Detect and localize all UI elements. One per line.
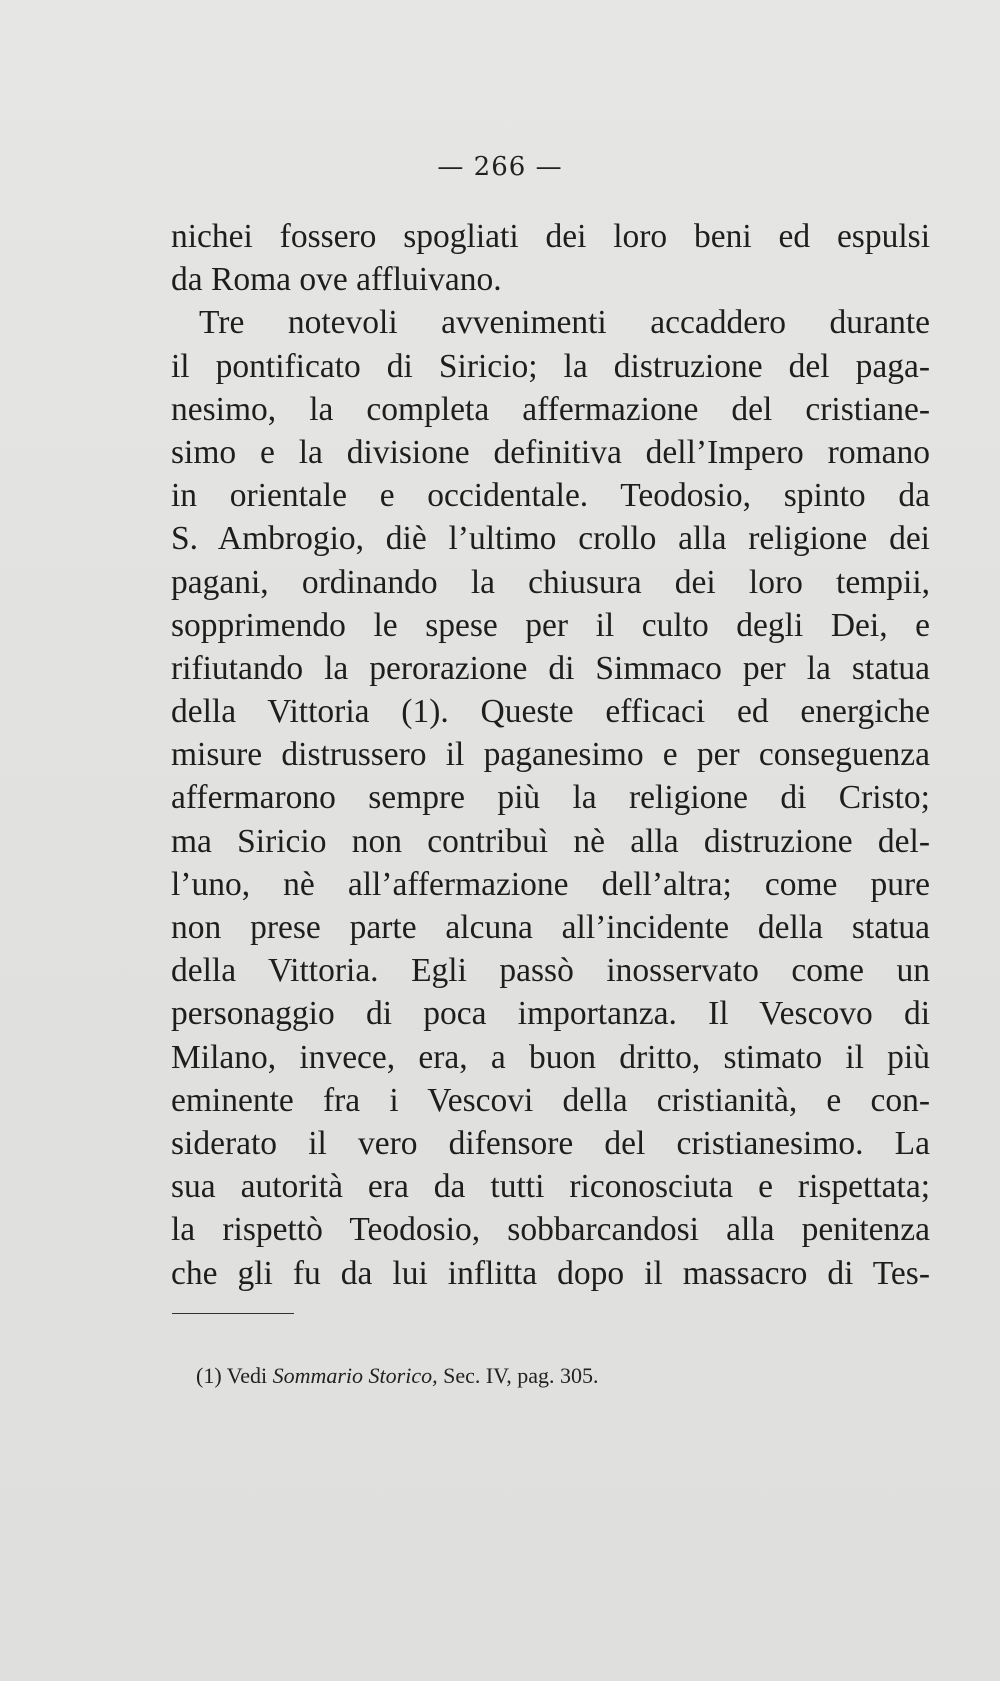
text-line: il pontificato di Siricio; la distruzione del paga- [171, 347, 930, 385]
text-line: siderato il vero difensore del cristianesimo. La [171, 1124, 930, 1162]
text-line: eminente fra i Vescovi della cristianità, e con- [171, 1081, 930, 1119]
text-line: la rispettò Teodosio, sobbarcandosi alla penitenza [171, 1211, 930, 1249]
body-text [171, 215, 930, 1295]
text-line: in orientale e occidentale. Teodosio, spinto da [171, 477, 930, 515]
text-line: da Roma ove affluivano. [171, 261, 502, 299]
text-line: ma Siricio non contribuì nè alla distruzione del- [171, 822, 930, 860]
text-line: che gli fu da lui inflitta dopo il massacro di Tes- [171, 1254, 930, 1292]
text-line: non prese parte alcuna all’incidente della statua [171, 909, 930, 946]
text-line: della Vittoria. Egli passò inosservato come un [171, 952, 930, 990]
footnote-reference: Sec. IV, pag. 305. [443, 1363, 599, 1388]
text-line: personaggio di poca importanza. Il Vescovo di [171, 995, 930, 1033]
text-line: sua autorità era da tutti riconosciuta e rispettata; [171, 1168, 930, 1206]
page-number: — 266 — [437, 152, 563, 182]
footnote-rule [172, 1313, 294, 1314]
footnote-work-title: Sommario Storico, [272, 1363, 438, 1388]
text-line: rifiutando la perorazione di Simmaco per la statua [171, 649, 930, 687]
text-line: pagani, ordinando la chiusura dei loro tempii, [171, 563, 930, 601]
footnote-marker: (1) [196, 1363, 222, 1388]
text-line: l’uno, nè all’affermazione dell’altra; come pure [171, 865, 930, 903]
footnote [196, 1363, 599, 1389]
text-line: Milano, invece, era, a buon dritto, stimato il più [171, 1038, 930, 1076]
text-line: misure distrussero il paganesimo e per conseguenza [171, 736, 930, 774]
text-line: nesimo, la completa affermazione del cristiane- [171, 390, 930, 428]
footnote-prefix: Vedi [226, 1363, 268, 1388]
text-line: Tre notevoli avvenimenti accaddero durante [199, 304, 930, 342]
text-line: simo e la divisione definitiva dell’Impero romano [171, 433, 930, 471]
text-line: affermarono sempre più la religione di Cristo; [171, 779, 930, 817]
text-line: nichei fossero spogliati dei loro beni ed espulsi [171, 218, 930, 255]
text-line: S. Ambrogio, diè l’ultimo crollo alla religione dei [171, 520, 930, 558]
text-line: sopprimendo le spese per il culto degli Dei, e [171, 606, 930, 644]
text-line: della Vittoria (1). Queste efficaci ed energiche [171, 693, 930, 731]
